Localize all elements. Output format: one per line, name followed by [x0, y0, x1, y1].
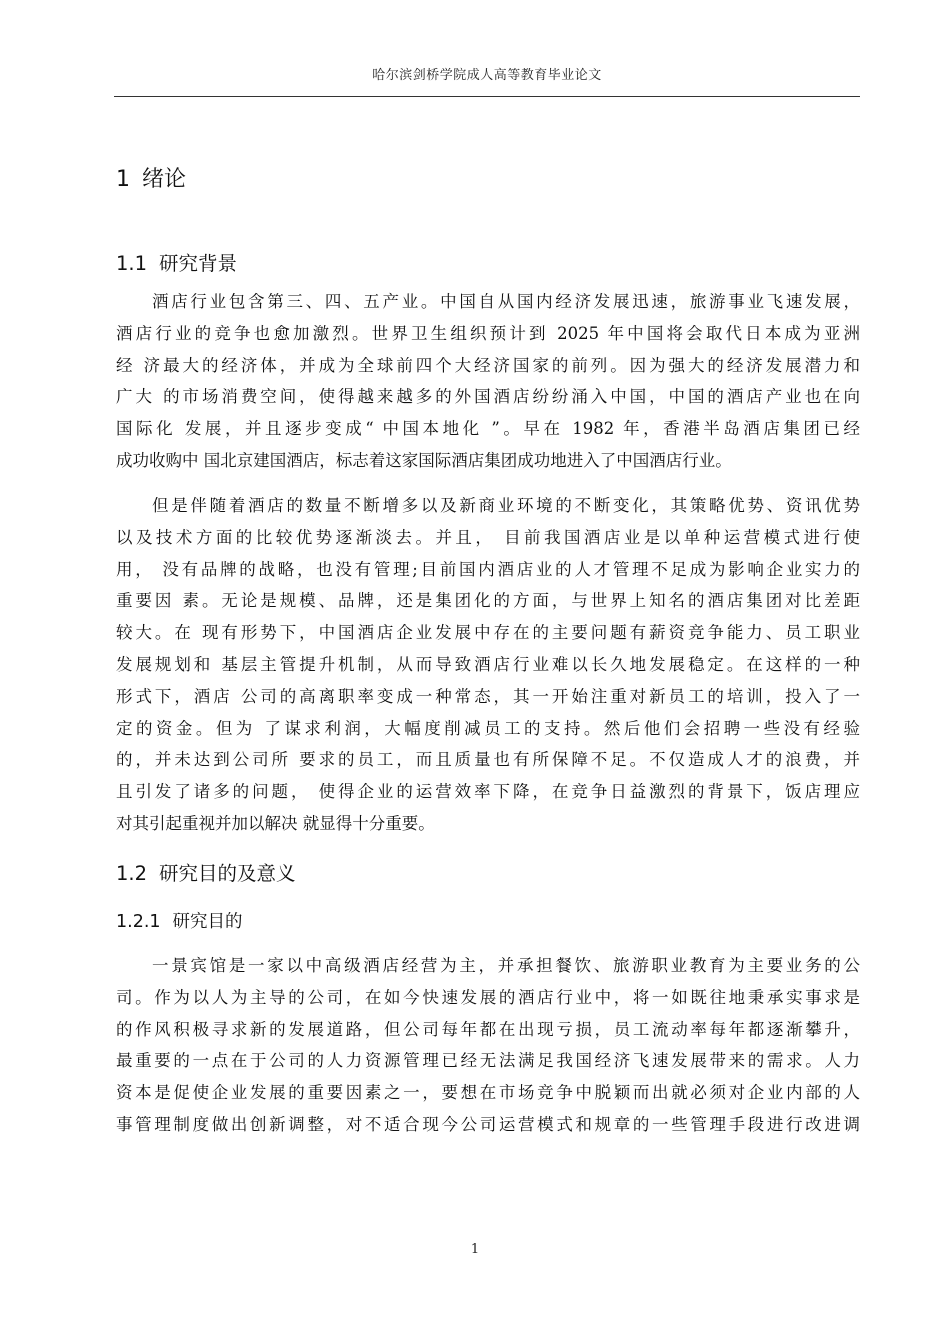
paragraph: [116, 950, 860, 1141]
text-line: 酒店行业的竞争也愈加激烈。世界卫生组织预计到 2025 年中国将会取代日本成为亚洲: [116, 323, 860, 343]
text-line: 的作风积极寻求新的发展道路，但公司每年都在出现亏损，员工流动率每年都逐渐攀升，: [116, 1019, 860, 1039]
text-line: 的，并未达到公司所 要求的员工，而且质量也有所保障不足。不仅造成人才的浪费，并: [116, 750, 860, 770]
chapter-title: 绪论: [142, 167, 187, 192]
text-line: 成功收购中 国北京建国酒店，标志着这家国际酒店集团成功地进入了中国酒店行业。: [116, 450, 732, 470]
header-divider: [114, 96, 860, 97]
text-line: 资本是促使企业发展的重要因素之一，要想在市场竞争中脱颖而出就必须对企业内部的人: [116, 1083, 860, 1103]
text-line: 且引发了诸多的问题， 使得企业的运营效率下降，在竞争日益激烈的背景下，饭店理应: [116, 782, 860, 802]
text-line: 酒店行业包含第三、四、五产业。中国自从国内经济发展迅速，旅游事业飞速发展，: [152, 292, 860, 311]
text-line: 重要因 素。无论是规模、品牌，还是集团化的方面，与世界上知名的酒店集团对比差距: [116, 591, 860, 611]
text-line: 广大 的市场消费空间，使得越来越多的外国酒店纷纷涌入中国，中国的酒店产业也在向: [116, 387, 860, 407]
text-line: 一景宾馆是一家以中高级酒店经营为主，并承担餐饮、旅游职业教育为主要业务的公: [152, 956, 860, 975]
text-line: 事管理制度做出创新调整，对不适合现今公司运营模式和规章的一些管理手段进行改进调: [116, 1114, 860, 1134]
paragraph: [116, 286, 860, 477]
text-line: 形式下，酒店 公司的高离职率变成一种常态，其一开始注重对新员工的培训，投入了一: [116, 686, 860, 706]
section-heading: [116, 858, 296, 886]
text-line: 最重要的一点在于公司的人力资源管理已经无法满足我国经济飞速发展带来的需求。人力: [116, 1051, 860, 1071]
paragraph: [116, 490, 860, 840]
text-line: 经 济最大的经济体，并成为全球前四个大经济国家的前列。因为强大的经济发展潜力和: [116, 355, 860, 375]
text-line: 发展规划和 基层主管提升机制，从而导致酒店行业难以长久地发展稳定。在这样的一种: [116, 654, 860, 674]
text-line: 司。作为以人为主导的公司，在如今快速发展的酒店行业中，将一如既往地秉承实事求是: [116, 987, 860, 1007]
page-number: 1: [470, 1242, 480, 1257]
page-header: 哈尔滨剑桥学院成人高等教育毕业论文: [372, 68, 602, 83]
text-line: 较大。在 现有形势下，中国酒店企业发展中存在的主要问题有薪资竞争能力、员工职业: [116, 623, 860, 643]
chapter-heading: [116, 162, 186, 193]
subsection-heading: [116, 908, 243, 933]
section-number: 1.1: [116, 252, 148, 275]
text-line: 定的资金。但为 了谋求利润，大幅度削减员工的支持。然后他们会招聘一些没有经验: [116, 718, 860, 738]
text-line: 用， 没有品牌的战略，也没有管理;目前国内酒店业的人才管理不足成为影响企业实力的: [116, 559, 860, 579]
text-line: 国际化 发展，并且逐步变成“ 中国本地化 ”。早在 1982 年，香港半岛酒店集团已经: [116, 419, 860, 439]
text-line: 以及技术方面的比较优势逐渐淡去。并且， 目前我国酒店业是以单种运营模式进行使: [116, 527, 860, 547]
text-line: 对其引起重视并加以解决 就显得十分重要。: [116, 813, 435, 833]
section-title: 研究背景: [159, 252, 238, 275]
section-title: 研究目的及意义: [159, 862, 296, 885]
section-heading: [116, 248, 237, 276]
subsection-number: 1.2.1: [116, 912, 161, 932]
subsection-title: 研究目的: [172, 912, 243, 932]
text-line: 但是伴随着酒店的数量不断增多以及新商业环境的不断变化，其策略优势、资讯优势: [152, 496, 860, 515]
chapter-number: 1: [116, 167, 130, 192]
section-number: 1.2: [116, 862, 148, 885]
